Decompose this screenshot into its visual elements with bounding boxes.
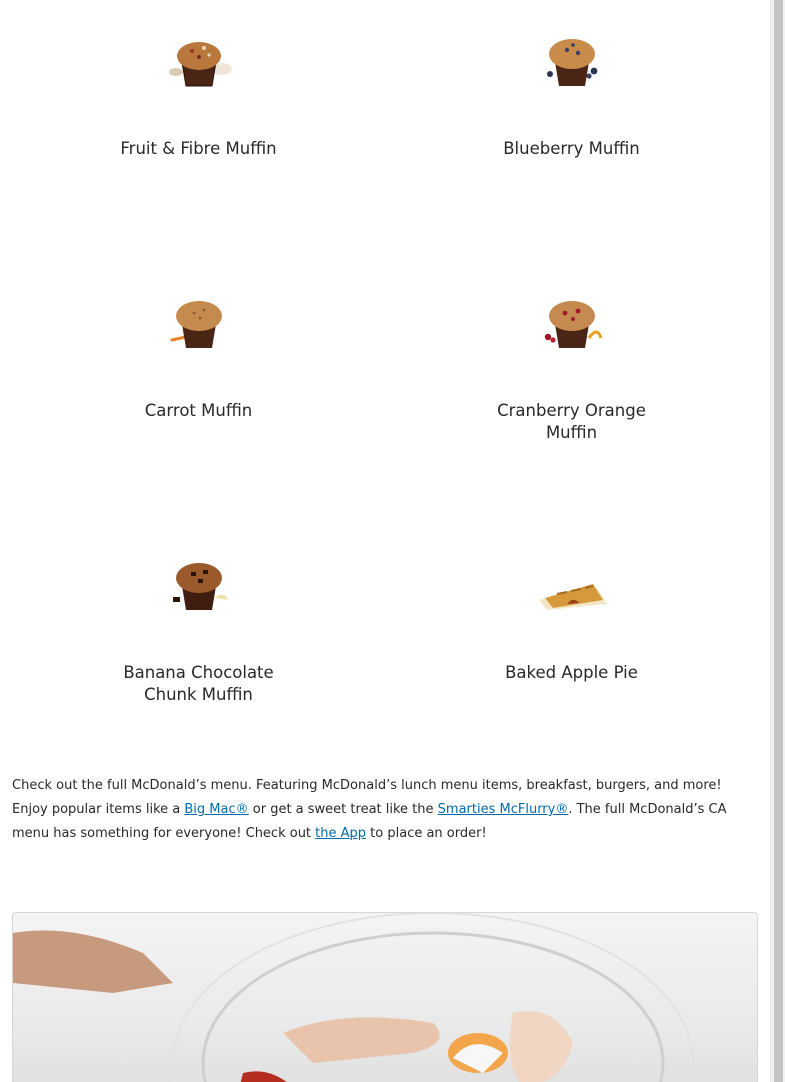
description-text: . The full McDonald’s CA menu has something for everyone! Check out — [12, 802, 727, 841]
blueberry-muffin-image — [527, 24, 617, 94]
eggs-cracking-photo — [13, 913, 758, 1082]
scrollbar-thumb[interactable] — [774, 0, 783, 1082]
menu-item-name: Baked Apple Pie — [505, 663, 638, 682]
description-text: Check out the full McDonald’s menu. Featuring McDonald’s lunch menu items, breakfast, burgers, and more! Enjoy popular items like a — [12, 778, 722, 817]
smarties-mcflurry-link[interactable]: Smarties McFlurry® — [437, 802, 569, 817]
vertical-scrollbar[interactable] — [770, 0, 785, 1082]
cranberry-orange-muffin-image — [527, 286, 617, 356]
menu-item-name: Cranberry Orange Muffin — [497, 401, 646, 442]
baked-apple-pie-image — [527, 548, 617, 618]
menu-item-name: Fruit & Fibre Muffin — [120, 139, 277, 158]
menu-item-name: Banana Chocolate Chunk Muffin — [123, 663, 274, 704]
menu-description — [12, 774, 758, 846]
description-text: to place an order! — [366, 826, 487, 841]
menu-item-name: Carrot Muffin — [144, 401, 253, 420]
hero-banner — [12, 912, 758, 1082]
banana-chocolate-chunk-muffin-image — [154, 548, 244, 618]
menu-item-name: Blueberry Muffin — [503, 139, 640, 158]
fruit-fibre-muffin-image — [154, 24, 244, 94]
the-app-link[interactable]: the App — [315, 826, 367, 841]
big-mac-link[interactable]: Big Mac® — [184, 802, 249, 817]
carrot-muffin-image — [154, 286, 244, 356]
description-text: or get a sweet treat like the — [248, 802, 438, 817]
